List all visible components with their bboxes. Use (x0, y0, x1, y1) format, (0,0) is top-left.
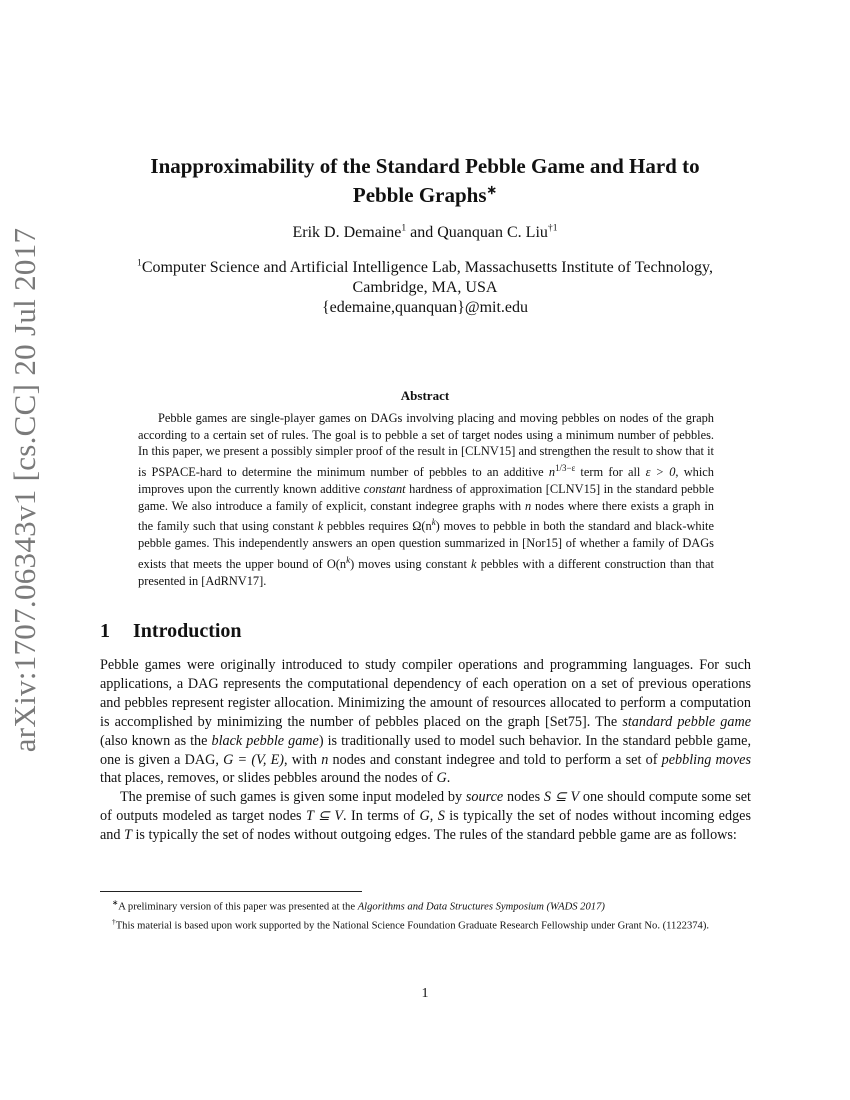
abstract-math: n (524, 498, 532, 513)
body-text: . In terms of (343, 808, 420, 825)
body-text: ) is traditionally used to model such behavior. In the standard pebble game, one is given a DAG, (100, 732, 751, 768)
abstract-math-exponent: 1/3−ε (555, 463, 576, 474)
affiliation-line-1 (90, 258, 760, 278)
affiliation-email: {edemaine,quanquan}@mit.edu (321, 299, 529, 316)
page-number: 1 (421, 986, 429, 1001)
affiliation-mark: 1 (137, 257, 142, 269)
author-2-mark: †1 (547, 222, 558, 234)
footnote-2-text: This material is based upon work supported by the National Science Foundation Graduate Research Fellowship under Grant No. (1122374). (115, 920, 710, 932)
intro-paragraph-1 (100, 656, 751, 788)
body-math: S ⊆ V (543, 789, 580, 806)
footnote-1-mark: ∗ (112, 898, 119, 907)
title-footnote-mark: ∗ (486, 183, 498, 197)
abstract-emphasis: constant (363, 481, 406, 496)
author-conjunction: and (406, 224, 438, 241)
body-math: T ⊆ V (305, 808, 344, 825)
abstract-text: , which improves upon the currently known additive (138, 465, 714, 496)
affiliation-block (90, 258, 760, 318)
section-heading (100, 620, 750, 643)
abstract-math: ) (350, 557, 355, 571)
body-text: , with (284, 751, 322, 768)
abstract-math-exponent: k (346, 554, 351, 565)
abstract-math: k (471, 557, 477, 571)
body-text: . (446, 770, 451, 787)
affiliation-institution: Computer Science and Artificial Intelligence Lab, Massachusetts Institute of Technology, (141, 259, 713, 276)
abstract-text: hardness of approximation [CLNV15] in the standard pebble game. We also introduce a family of explicit, constant indegree graphs with (138, 481, 715, 513)
body-text: that places, removes, or slides pebbles around the nodes of (100, 770, 437, 787)
body-text: (also known as the (100, 732, 212, 749)
abstract-math-exponent: k (431, 517, 436, 528)
section-title: Introduction (133, 620, 242, 642)
footnote-divider (100, 891, 362, 892)
abstract-math: k (317, 519, 324, 534)
abstract-math: O(n (326, 557, 347, 571)
abstract-heading: Abstract (400, 388, 450, 403)
intro-paragraph-2 (100, 788, 751, 845)
body-math: G (436, 770, 447, 787)
abstract-text: term for all (575, 465, 646, 480)
body-emphasis: black pebble game (211, 732, 319, 749)
body-math: T (124, 827, 132, 844)
body-text: is typically the set of nodes without incoming edges and (100, 808, 751, 844)
title-line-1: Inapproximability of the Standard Pebble Game and Hard to (150, 154, 700, 178)
abstract-math: n (548, 465, 556, 480)
footnote-1-text: A preliminary version of this paper was presented at the (118, 901, 358, 913)
body-text: nodes and constant indegree and told to perform a set of (328, 751, 662, 768)
abstract-math: ) (435, 519, 440, 534)
arxiv-identifier-text: arXiv:1707.06343v1 [cs.CC] 20 Jul 2017 (7, 227, 42, 753)
abstract-math: Ω(n (412, 519, 432, 534)
author-1-mark: 1 (401, 222, 407, 234)
body-math: n (321, 751, 329, 768)
abstract-text: moves using constant (354, 557, 472, 571)
abstract-text: nodes where there exists a graph in the family such that using constant (138, 498, 714, 534)
abstract-text: pebbles with a different construction than that presented in [AdRNV17]. (138, 557, 714, 588)
author-2: Quanquan C. Liu (437, 224, 548, 241)
footnote-1-venue: Algorithms and Data Structures Symposium (WADS 2017) (357, 901, 605, 913)
footnote-2 (100, 915, 751, 934)
abstract-text: Pebble games are single-player games on DAGs involving placing and moving pebbles on nodes of the graph according to a certain set of rules. The goal is to pebble a set of target nodes using a minimum number of pebbles. In this paper, we present a possibly simpler proof of the result in [CLNV15] and strengthen the result to show that it is PSPACE-hard to determine the minimum number of pebbles to an additive (138, 411, 714, 480)
body-emphasis: standard pebble game (622, 713, 751, 730)
footnote-2-mark: † (112, 916, 116, 926)
author-1: Erik D. Demaine (292, 224, 402, 241)
body-emphasis: source (465, 789, 504, 806)
body-text: nodes (503, 789, 544, 806)
body-text: is typically the set of nodes without outgoing edges. The rules of the standard pebble game are as follows: (131, 827, 737, 844)
paper-title (100, 152, 750, 210)
abstract-body (138, 410, 714, 589)
abstract-math: ε > 0 (645, 465, 676, 480)
body-text: , (429, 808, 438, 825)
body-text: The premise of such games is given some input modeled by (120, 789, 466, 806)
author-list (100, 224, 750, 242)
body-math: S (437, 808, 445, 825)
section-number: 1 (100, 620, 110, 642)
introduction-body (100, 656, 751, 845)
affiliation-line-2: Cambridge, MA, USA (352, 279, 498, 296)
footnote-1 (100, 896, 751, 915)
body-math: G (419, 808, 430, 825)
title-line-2 (100, 181, 750, 210)
body-text: Pebble games were originally introduced to study compiler operations and programming languages. For such applications, a DAG represents the computational dependency of each operation on a set of previous operations and pebbles represent register allocation. Minimizing the amount of resources allocated to perform a computation is accomplished by minimizing the number of pebbles placed on the graph [Set75]. The (100, 657, 751, 730)
abstract-text: moves to pebble in both the standard and black-white pebble games. This independently answers an open question summarized in [Nor15] of whether a family of DAGs exists that meets the upper bound of (138, 519, 714, 571)
title-line-2-text: Pebble Graphs (352, 183, 487, 207)
body-text: one should compute some set of outputs modeled as target nodes (100, 789, 751, 825)
body-emphasis: pebbling moves (661, 751, 751, 768)
body-math: G = (V, E) (223, 751, 285, 768)
arxiv-identifier-stamp (0, 227, 50, 753)
abstract-text: pebbles requires (323, 519, 413, 534)
abstract-paragraph (138, 410, 714, 589)
footnotes (100, 896, 751, 934)
